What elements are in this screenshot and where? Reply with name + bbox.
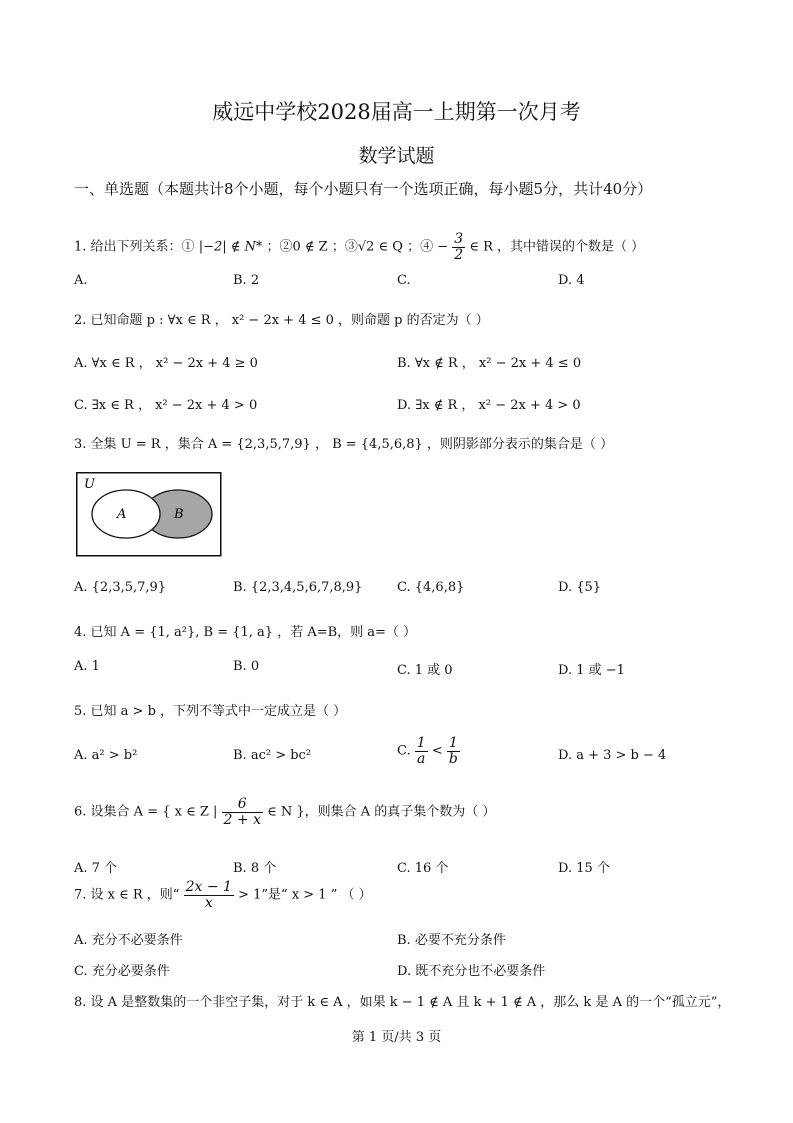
- q2-option-c: C. ∃x ∈ R ， x² − 2x + 4 > 0: [74, 398, 258, 413]
- q5-option-c: [397, 736, 460, 766]
- exam-subtitle: 数学试题: [358, 145, 435, 167]
- q7-option-b: B. 必要不充分条件: [397, 933, 506, 948]
- venn-label-u: U: [84, 477, 95, 492]
- q5-option-b: B. ac² > bc²: [233, 748, 312, 763]
- exam-title: 威远中学校2028届高一上期第一次月考: [212, 100, 581, 124]
- q3-option-c: C. {4,6,8}: [397, 580, 465, 595]
- q3-option-d: D. {5}: [558, 580, 602, 595]
- venn-label-b: B: [174, 507, 184, 522]
- question-1-math-3: ∈ R: [469, 239, 493, 255]
- q5-option-c-fraction-2: [447, 736, 460, 766]
- fraction-denominator: 2: [454, 246, 464, 263]
- question-6-suffix: ∈ N }，则集合 A 的真子集个数为（ ）: [267, 804, 496, 820]
- question-6: [74, 797, 495, 827]
- question-6-fraction: [222, 797, 263, 827]
- fraction-denominator: a: [417, 750, 426, 767]
- q5-option-d: D. a + 3 > b − 4: [558, 748, 667, 763]
- q1-option-c: C.: [397, 273, 411, 288]
- q5-option-c-relation: <: [431, 743, 443, 759]
- question-1-math-2: ；②0 ∉ Z ；③√2 ∈ Q ；④ −: [266, 239, 449, 255]
- question-7-fraction: [184, 880, 234, 910]
- q5-option-c-label: C.: [397, 743, 411, 759]
- fraction-denominator: b: [448, 750, 458, 767]
- question-4: 4. 已知 A = {1, a²}, B = {1, a} ，若 A=B，则 a=（ ）: [74, 625, 417, 640]
- question-1-math-1: |−2| ∉ N*: [198, 239, 263, 255]
- q5-option-a: A. a² > b²: [74, 748, 138, 763]
- question-2: 2. 已知命题 p : ∀x ∈ R ， x² − 2x + 4 ≤ 0 ，则命题 p 的否定为（ ）: [74, 313, 489, 328]
- q3-option-b: B. {2,3,4,5,6,7,8,9}: [233, 580, 363, 595]
- q5-option-c-fraction-1: [415, 736, 428, 766]
- section-heading: 一、单选题（本题共计8个小题，每个小题只有一个选项正确，每小题5分，共计40分）: [74, 180, 653, 198]
- q1-option-b: B. 2: [233, 273, 260, 288]
- fraction-numerator: 1: [447, 736, 460, 752]
- q4-option-d: D. 1 或 −1: [558, 663, 625, 678]
- q6-option-d: D. 15 个: [558, 861, 610, 876]
- page-footer: 第 1 页/共 3 页: [351, 1030, 442, 1045]
- question-6-prefix: 6. 设集合 A = { x ∈ Z |: [74, 804, 218, 820]
- fraction-numerator: 1: [416, 735, 426, 751]
- fraction-numerator: 3: [454, 231, 464, 247]
- question-1-fraction: [452, 232, 465, 262]
- question-1: [74, 232, 644, 262]
- question-8: 8. 设 A 是整数集的一个非空子集，对于 k ∈ A ，如果 k − 1 ∉ A 且 k + 1 ∉ A ，那么 k 是 A 的一个“孤立元”，: [74, 995, 731, 1010]
- q4-option-a: A. 1: [74, 659, 100, 674]
- q2-option-b: B. ∀x ∉ R ， x² − 2x + 4 ≤ 0: [397, 356, 582, 371]
- q6-option-b: B. 8 个: [233, 861, 277, 876]
- question-5: 5. 已知 a > b ，下列不等式中一定成立是（ ）: [74, 704, 347, 719]
- q2-option-d: D. ∃x ∉ R ， x² − 2x + 4 > 0: [397, 398, 581, 413]
- q7-option-a: A. 充分不必要条件: [74, 933, 183, 948]
- q1-option-d: D. 4: [558, 273, 585, 288]
- q7-option-d: D. 既不充分也不必要条件: [397, 964, 546, 979]
- fraction-numerator: 6: [222, 797, 263, 813]
- fraction-denominator: x: [204, 894, 213, 911]
- fraction-numerator: 2x − 1: [185, 879, 232, 895]
- venn-label-a: A: [117, 507, 127, 522]
- question-1-suffix: ，其中错误的个数是（ ）: [497, 239, 645, 255]
- question-7-suffix: > 1”是“ x > 1 ” （ ）: [238, 887, 372, 903]
- venn-diagram: [76, 472, 222, 557]
- question-3: 3. 全集 U = R ，集合 A = {2,3,5,7,9} ， B = {4,5,6,8} ，则阴影部分表示的集合是（ ）: [74, 437, 614, 452]
- q6-option-c: C. 16 个: [397, 861, 449, 876]
- q4-option-b: B. 0: [233, 659, 260, 674]
- q7-option-c: C. 充分必要条件: [74, 964, 170, 979]
- q1-option-a: A.: [74, 273, 88, 288]
- question-7: [74, 880, 372, 910]
- fraction-denominator: 2 + x: [223, 811, 261, 828]
- q6-option-a: A. 7 个: [74, 861, 118, 876]
- question-1-prefix: 1. 给出下列关系：①: [74, 239, 195, 255]
- question-7-prefix: 7. 设 x ∈ R ，则“: [74, 887, 180, 903]
- q3-option-a: A. {2,3,5,7,9}: [74, 580, 167, 595]
- q2-option-a: A. ∀x ∈ R ， x² − 2x + 4 ≥ 0: [74, 356, 258, 371]
- q4-option-c: C. 1 或 0: [397, 663, 453, 678]
